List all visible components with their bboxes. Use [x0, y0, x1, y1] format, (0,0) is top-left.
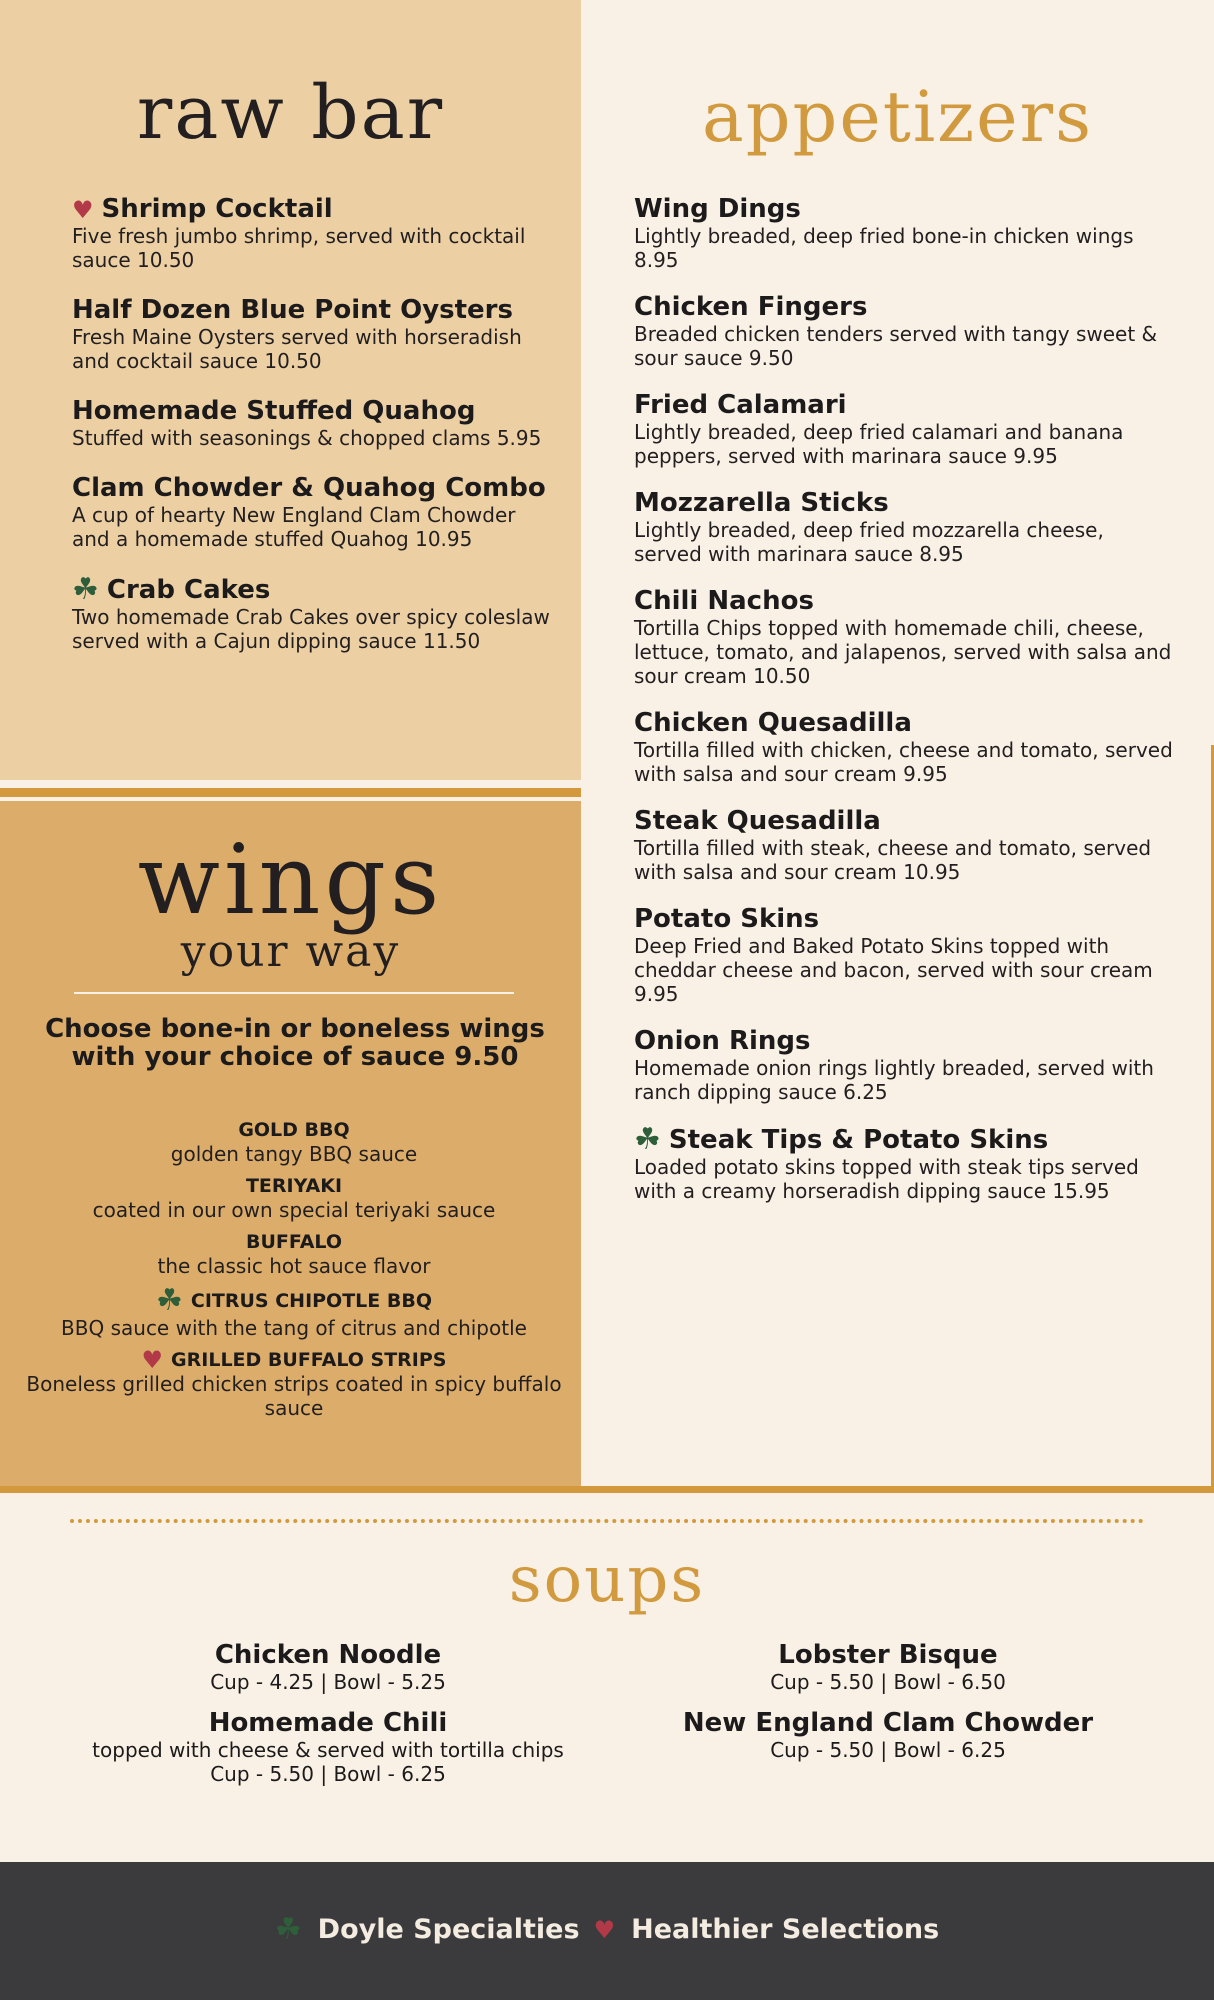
sauce-description: golden tangy BBQ sauce — [170, 1142, 418, 1166]
menu-item-description: Deep Fried and Baked Potato Skins topped with cheddar cheese and bacon, served with sour cream 9.95 — [634, 934, 1153, 1006]
soup-name: New England Clam Chowder — [682, 1708, 1094, 1738]
menu-item-description: Lightly breaded, deep fried bone-in chicken wings 8.95 — [634, 224, 1134, 272]
soup-item — [608, 1640, 1168, 1694]
menu-item-description: Two homemade Crab Cakes over spicy coleslaw served with a Cajun dipping sauce 11.50 — [72, 605, 550, 653]
soup-item — [48, 1640, 608, 1694]
soup-price: Cup - 5.50 | Bowl - 6.50 — [770, 1670, 1006, 1694]
soup-price: Cup - 4.25 | Bowl - 5.25 — [210, 1670, 446, 1694]
sauce-name — [20, 1230, 568, 1254]
menu-item-description: Tortilla filled with chicken, cheese and tomato, served with salsa and sour cream 9.95 — [634, 738, 1173, 786]
wings-title: wings — [137, 824, 444, 936]
menu-item-title: Potato Skins — [634, 904, 820, 934]
shamrock-icon: ☘ — [634, 1122, 661, 1157]
sauce-description: coated in our own special teriyaki sauce — [92, 1198, 496, 1222]
menu-item — [634, 293, 1174, 370]
menu-item — [634, 709, 1174, 786]
menu-item-name — [634, 195, 1174, 224]
divider — [0, 788, 581, 797]
menu-item-name — [634, 1122, 1174, 1157]
menu-item-title: Chicken Fingers — [634, 292, 868, 322]
menu-item — [72, 296, 552, 373]
soup-name: Homemade Chili — [208, 1708, 448, 1738]
menu-item-name — [634, 1027, 1174, 1056]
menu-item-description: Five fresh jumbo shrimp, served with cocktail sauce 10.50 — [72, 224, 526, 272]
menu-item — [72, 572, 552, 653]
menu-item-name — [72, 572, 552, 607]
soup-description: topped with cheese & served with tortilla chips — [92, 1738, 564, 1762]
sauce-title: TERIYAKI — [245, 1175, 343, 1197]
menu-item-description: Fresh Maine Oysters served with horseradish and cocktail sauce 10.50 — [72, 325, 522, 373]
menu-item-name — [72, 195, 552, 224]
menu-item — [634, 195, 1174, 272]
menu-item-description: Loaded potato skins topped with steak tips served with a creamy horseradish dipping sauce 15.95 — [634, 1155, 1139, 1203]
menu-item — [634, 391, 1174, 468]
menu-item-description: Tortilla Chips topped with homemade chili, cheese, lettuce, tomato, and jalapenos, served with salsa and sour cream 10.50 — [634, 616, 1172, 688]
soup-name: Lobster Bisque — [778, 1640, 998, 1670]
sauce-name — [20, 1283, 568, 1318]
menu-item-title: Clam Chowder & Quahog Combo — [72, 473, 546, 503]
soups-title: soups — [508, 1543, 706, 1617]
raw-bar-list — [72, 195, 552, 677]
menu-item-name — [72, 397, 552, 426]
soup-price: Cup - 5.50 | Bowl - 6.25 — [210, 1762, 446, 1786]
legend-healthier: Healthier Selections — [631, 1914, 940, 1945]
soup-item — [48, 1708, 608, 1786]
menu-item-title: Steak Tips & Potato Skins — [668, 1124, 1049, 1155]
menu-item — [634, 1122, 1174, 1203]
soups-left-column — [48, 1640, 608, 1800]
menu-item-title: Chicken Quesadilla — [634, 708, 912, 738]
menu-item-description: Lightly breaded, deep fried mozzarella cheese, served with marinara sauce 8.95 — [634, 518, 1104, 566]
dotted-divider — [70, 1519, 1144, 1523]
sauce-item — [20, 1118, 568, 1166]
menu-item-title: Steak Quesadilla — [634, 806, 881, 836]
menu-item — [634, 905, 1174, 1006]
divider — [74, 992, 514, 994]
menu-item — [72, 397, 552, 450]
sauce-title: CITRUS CHIPOTLE BBQ — [190, 1290, 432, 1312]
menu-item-name — [634, 709, 1174, 738]
heart-icon: ♥ — [141, 1346, 164, 1374]
menu-item-name — [634, 587, 1174, 616]
menu-item — [634, 807, 1174, 884]
sauce-description: BBQ sauce with the tang of citrus and chipotle — [61, 1316, 527, 1340]
menu-item-title: Homemade Stuffed Quahog — [72, 396, 476, 426]
menu-item-name — [634, 905, 1174, 934]
menu-item-title: Crab Cakes — [106, 574, 271, 605]
sauce-item — [20, 1230, 568, 1278]
sauce-name — [20, 1118, 568, 1142]
menu-item-description: Lightly breaded, deep fried calamari and banana peppers, served with marinara sauce 9.95 — [634, 420, 1124, 468]
menu-item-description: Tortilla filled with steak, cheese and tomato, served with salsa and sour cream 10.95 — [634, 836, 1152, 884]
raw-bar-title: raw bar — [136, 70, 445, 156]
divider — [0, 1486, 1214, 1493]
divider — [0, 780, 581, 788]
soups-right-column — [608, 1640, 1168, 1776]
heart-icon: ♥ — [593, 1916, 616, 1944]
sauce-list — [20, 1118, 568, 1428]
sauce-name — [20, 1348, 568, 1372]
soup-name: Chicken Noodle — [214, 1640, 442, 1670]
appetizers-title: appetizers — [702, 76, 1093, 158]
menu-item — [634, 489, 1174, 566]
legend — [0, 1910, 1214, 1950]
sauce-title: BUFFALO — [246, 1231, 342, 1253]
menu-item-title: Shrimp Cocktail — [101, 194, 333, 224]
menu-item-name — [634, 807, 1174, 836]
shamrock-icon: ☘ — [155, 1283, 183, 1318]
sauce-item — [20, 1174, 568, 1222]
menu-item-name — [72, 296, 552, 325]
sauce-item — [20, 1283, 568, 1340]
soup-price: Cup - 5.50 | Bowl - 6.25 — [770, 1738, 1006, 1762]
menu-item-title: Onion Rings — [634, 1026, 811, 1056]
menu-item-name — [72, 474, 552, 503]
appetizers-list — [634, 195, 1174, 1224]
menu-item-name — [634, 489, 1174, 518]
menu-item-description: Stuffed with seasonings & chopped clams 5.95 — [72, 426, 542, 450]
wings-intro: Choose bone-in or boneless wings with your choice of sauce 9.50 — [45, 1014, 545, 1072]
sauce-item — [20, 1348, 568, 1420]
menu-item-name — [634, 293, 1174, 322]
menu-item-title: Wing Dings — [634, 194, 801, 224]
shamrock-icon: ☘ — [72, 572, 99, 607]
menu-item-name — [634, 391, 1174, 420]
legend-specialties: Doyle Specialties — [317, 1914, 580, 1945]
menu-item-description: Breaded chicken tenders served with tangy sweet & sour sauce 9.50 — [634, 322, 1158, 370]
soup-item — [608, 1708, 1168, 1762]
menu-item-title: Mozzarella Sticks — [634, 488, 889, 518]
shamrock-icon: ☘ — [274, 1912, 302, 1947]
menu-item-description: A cup of hearty New England Clam Chowder and a homemade stuffed Quahog 10.95 — [72, 503, 516, 551]
sauce-title: GRILLED BUFFALO STRIPS — [171, 1349, 447, 1371]
heart-icon: ♥ — [72, 195, 94, 224]
menu-item — [72, 474, 552, 551]
sauce-description: the classic hot sauce flavor — [157, 1254, 431, 1278]
sauce-name — [20, 1174, 568, 1198]
wings-subtitle: your way — [180, 926, 401, 977]
menu-item-description: Homemade onion rings lightly breaded, served with ranch dipping sauce 6.25 — [634, 1056, 1154, 1104]
menu-item — [634, 1027, 1174, 1104]
sauce-title: GOLD BBQ — [238, 1119, 350, 1141]
menu-item-title: Half Dozen Blue Point Oysters — [72, 295, 513, 325]
menu-item — [634, 587, 1174, 688]
sauce-description: Boneless grilled chicken strips coated in spicy buffalo sauce — [26, 1372, 562, 1420]
menu-item — [72, 195, 552, 272]
menu-item-title: Fried Calamari — [634, 390, 847, 420]
menu-item-title: Chili Nachos — [634, 586, 814, 616]
